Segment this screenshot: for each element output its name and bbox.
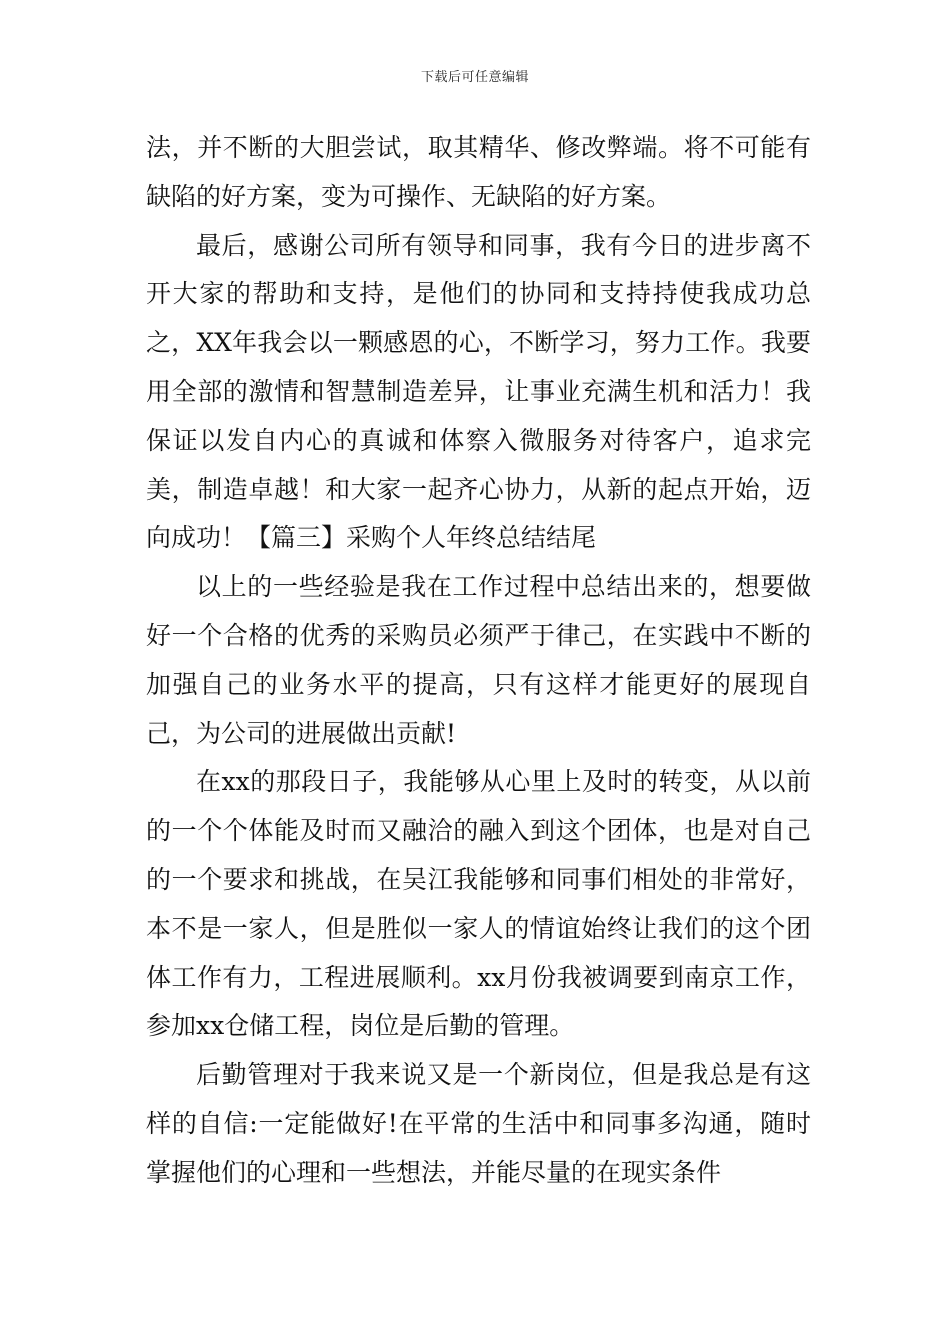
document-body (146, 124, 811, 1198)
paragraph-5: 后勤管理对于我来说又是一个新岗位，但是我总是有这样的自信:一定能做好!在平常的生活中和同事多沟通，随时掌握他们的心理和一些想法，并能尽量的在现实条件 (146, 1060, 811, 1187)
paragraph-2: 最后，感谢公司所有领导和同事，我有今日的进步离不开大家的帮助和支持，是他们的协同和支持持使我成功总之，XX年我会以一颗感恩的心，不断学习，努力工作。我要用全部的激情和智慧制造差异，让事业充满生机和活力！我保证以发自内心的真诚和体察入微服务对待客户，追求完美，制造卓越！和大家一起齐心协力，从新的起点开始，迈向成功！【篇三】采购个人年终总结结尾 (146, 230, 811, 553)
paragraph-4: 在xx的那段日子，我能够从心里上及时的转变，从以前的一个个体能及时而又融洽的融入到这个团体，也是对自己的一个要求和挑战，在吴江我能够和同事们相处的非常好，本不是一家人，但是胜似一家人的情谊始终让我们的这个团体工作有力，工程进展顺利。xx月份我被调要到南京工作，参加xx仓储工程，岗位是后勤的管理。 (146, 767, 811, 1041)
paragraph-3: 以上的一些经验是我在工作过程中总结出来的，想要做好一个合格的优秀的采购员必须严于律己，在实践中不断的加强自己的业务水平的提高，只有这样才能更好的展现自己，为公司的进展做出贡献! (146, 572, 811, 748)
paragraph-1: 法，并不断的大胆尝试，取其精华、修改弊端。将不可能有缺陷的好方案，变为可操作、无缺陷的好方案。 (146, 133, 811, 211)
page-header: 下载后可任意编辑 (420, 70, 529, 85)
